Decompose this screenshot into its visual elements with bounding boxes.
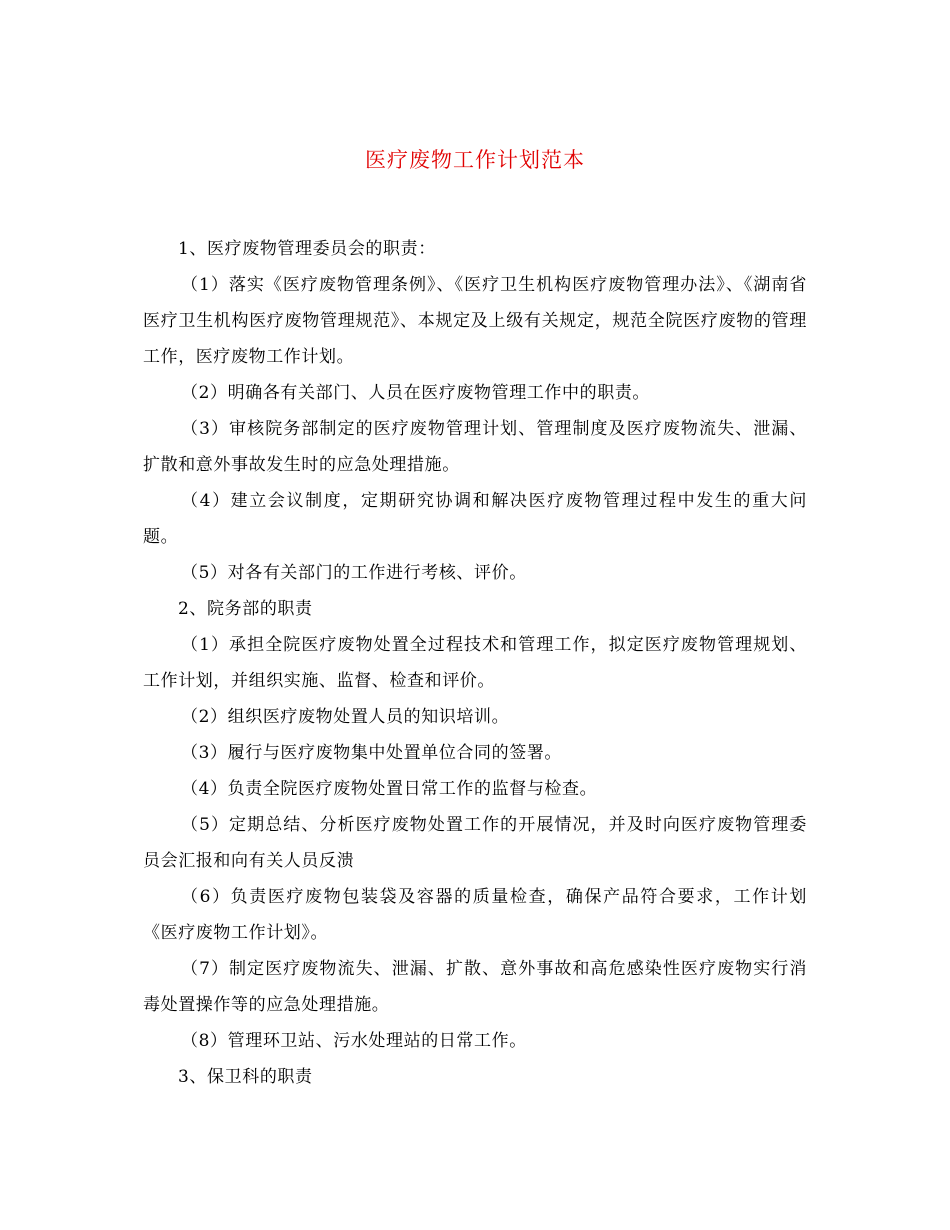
- document-title: 医疗废物工作计划范本: [365, 148, 585, 172]
- paragraph: （4）建立会议制度，定期研究协调和解决医疗废物管理过程中发生的重大问题。: [143, 491, 807, 547]
- paragraph: （5）对各有关部门的工作进行考核、评价。: [181, 563, 527, 583]
- paragraph: （3）审核院务部制定的医疗废物管理计划、管理制度及医疗废物流失、泄漏、扩散和意外事故发生时的应急处理措施。: [143, 419, 807, 475]
- paragraph: （7）制定医疗废物流失、泄漏、扩散、意外事故和高危感染性医疗废物实行消毒处置操作等的应急处理措施。: [143, 959, 807, 1015]
- section-heading: 1、医疗废物管理委员会的职责：: [178, 239, 436, 259]
- paragraph: （6）负责医疗废物包装袋及容器的质量检查，确保产品符合要求，工作计划《医疗废物工作计划》。: [143, 887, 807, 943]
- paragraph: （2）明确各有关部门、人员在医疗废物管理工作中的职责。: [181, 383, 651, 403]
- paragraph: （3）履行与医疗废物集中处置单位合同的签署。: [181, 743, 563, 763]
- paragraph: （5）定期总结、分析医疗废物处置工作的开展情况，并及时向医疗废物管理委员会汇报和向有关人员反溃: [143, 815, 807, 871]
- document-body: [143, 231, 807, 1095]
- section-heading: 2、院务部的职责: [178, 599, 313, 619]
- section-heading: 3、保卫科的职责: [178, 1067, 313, 1087]
- paragraph: （1）落实《医疗废物管理条例》、《医疗卫生机构医疗废物管理办法》、《湖南省医疗卫生机构医疗废物管理规范》、本规定及上级有关规定，规范全院医疗废物的管理工作，医疗废物工作计划。: [143, 275, 807, 367]
- paragraph: （2）组织医疗废物处置人员的知识培训。: [181, 707, 510, 727]
- paragraph: （1）承担全院医疗废物处置全过程技术和管理工作，拟定医疗废物管理规划、工作计划，并组织实施、监督、检查和评价。: [143, 635, 807, 691]
- paragraph: （8）管理环卫站、污水处理站的日常工作。: [181, 1031, 527, 1051]
- paragraph: （4）负责全院医疗废物处置日常工作的监督与检查。: [181, 779, 598, 799]
